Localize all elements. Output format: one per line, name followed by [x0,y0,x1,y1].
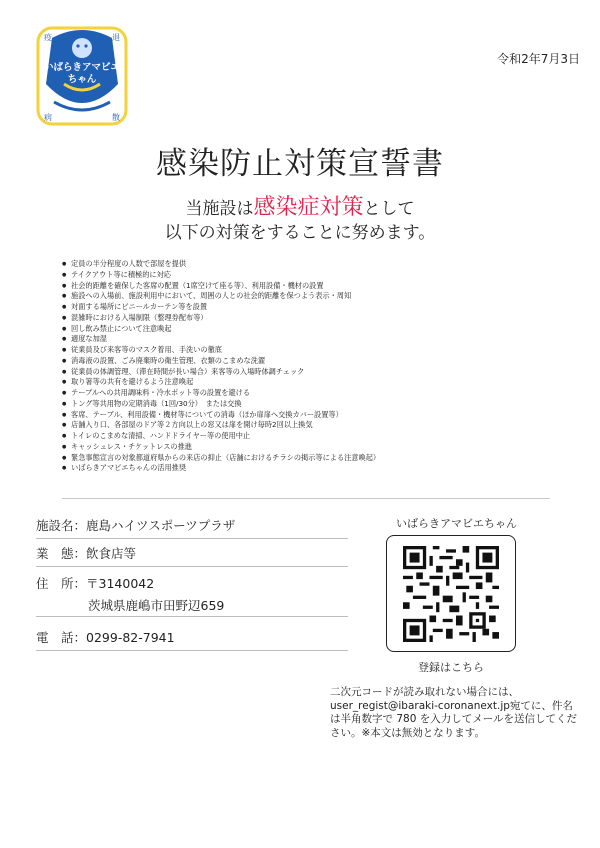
corner-mark: 退 [112,33,120,42]
pledge-line-1 [0,196,600,221]
measure-item: ● 従業員の体調管理、（滞在時間が長い場合）来客等の入場時体調チェック [62,367,542,378]
facility-address: 茨城県鹿嶋市田野辺659 [88,598,225,613]
facility-address-row [36,574,154,592]
corner-mark: 散 [112,113,120,122]
pledge-pre: 当施設は [185,199,254,219]
measure-item: ● いばらきアマビエちゃんの活用推奨 [62,463,542,474]
facility-address-label: 住 所： [36,576,87,591]
corner-mark: 疫 [44,33,52,42]
facility-name: 鹿島ハイツスポーツプラザ [86,518,236,533]
measure-item: ● 適度な加湿 [62,334,542,345]
measure-item: ● 回し飲み禁止について注意喚起 [62,324,542,335]
facility-phone-label: 電 話： [36,630,87,645]
corner-mark: 病 [44,113,52,122]
measure-item: ● キャッシュレス・チケットレスの推進 [62,442,542,453]
qr-frame [386,535,516,652]
page-title: 感染防止対策宣誓書 [156,146,444,182]
measure-item: ● 対面する場所にビニールカーテン等を設置 [62,302,542,313]
underline [36,566,348,567]
pledge-line-2: 以下の対策をすることに努めます。 [164,223,436,243]
registration-note: 二次元コードが読み取れない場合には、user_regist@ibaraki-coronanext.jp宛てに、件名は半角数字で 780 を入力してメールを送信してください。※本文は無効となります。 [330,686,578,739]
measure-item: ● 混雑時における入場制限（整理券配布等） [62,313,542,324]
facility-type-label: 業 態： [36,546,87,561]
facility-phone: 0299-82-7941 [86,630,175,645]
underline [36,538,348,539]
measure-item: ● 緊急事態宣言の対象都道府県からの来店の抑止（店舗におけるチラシの掲示等による注意喚起） [62,453,542,464]
underline [36,650,348,651]
mascot-brand-text: いばらきアマビエちゃん [44,62,120,85]
pledge-statement [0,196,600,245]
qr-caption: 登録はこちら [418,661,484,674]
measures-list [62,259,542,474]
facility-phone-row [36,628,175,646]
measure-item: ● テーブルへの共用調味料・冷水ポット等の設置を避ける [62,388,542,399]
underline [36,616,348,617]
measure-item: ● トイレのこまめな清掃、ハンドドライヤー等の使用中止 [62,431,542,442]
facility-type-row [36,544,136,562]
facility-type: 飲食店等 [86,546,137,561]
measure-item: ● 定員の半分程度の人数で部屋を提供 [62,259,542,270]
qr-code-icon[interactable] [403,546,499,642]
measure-item: ● 消毒液の設置、ごみ廃棄時の衛生管理、衣類のこまめな洗濯 [62,356,542,367]
measure-item: ● 従業員及び来客等のマスク着用、手洗いの徹底 [62,345,542,356]
facility-postal: 〒3140042 [86,576,155,591]
issue-date: 令和2年7月3日 [497,52,580,66]
pledge-highlight: 感染症対策 [253,195,364,220]
amabie-logo [34,24,130,128]
measure-item: ● 施設への入場前、施設利用中において、周囲の人との社会的距離を保つよう表示・周知 [62,291,542,302]
section-divider [62,498,550,499]
measure-item: ● 取り箸等の共有を避けるよう注意喚起 [62,377,542,388]
measure-item: ● 社会的距離を確保した客席の配置（1席空けて座る等）、利用設備・機材の設置 [62,281,542,292]
qr-title: いばらきアマビエちゃん [396,517,517,530]
measure-item: ● テイクアウト等に積極的に対応 [62,270,542,281]
measure-item: ● 店舗入り口、各部屋のドア等２方向以上の窓又は扉を開け毎時2回以上換気 [62,420,542,431]
facility-name-label: 施設名： [36,518,87,533]
measure-item: ● 客席、テーブル、利用設備・機材等についての消毒（ほか扉扉へ交換カバー設置等） [62,410,542,421]
facility-name-row [36,516,235,534]
measure-item: ● トング等共用物の定期消毒（1回/30分） または交換 [62,399,542,410]
pledge-post: として [363,199,415,219]
